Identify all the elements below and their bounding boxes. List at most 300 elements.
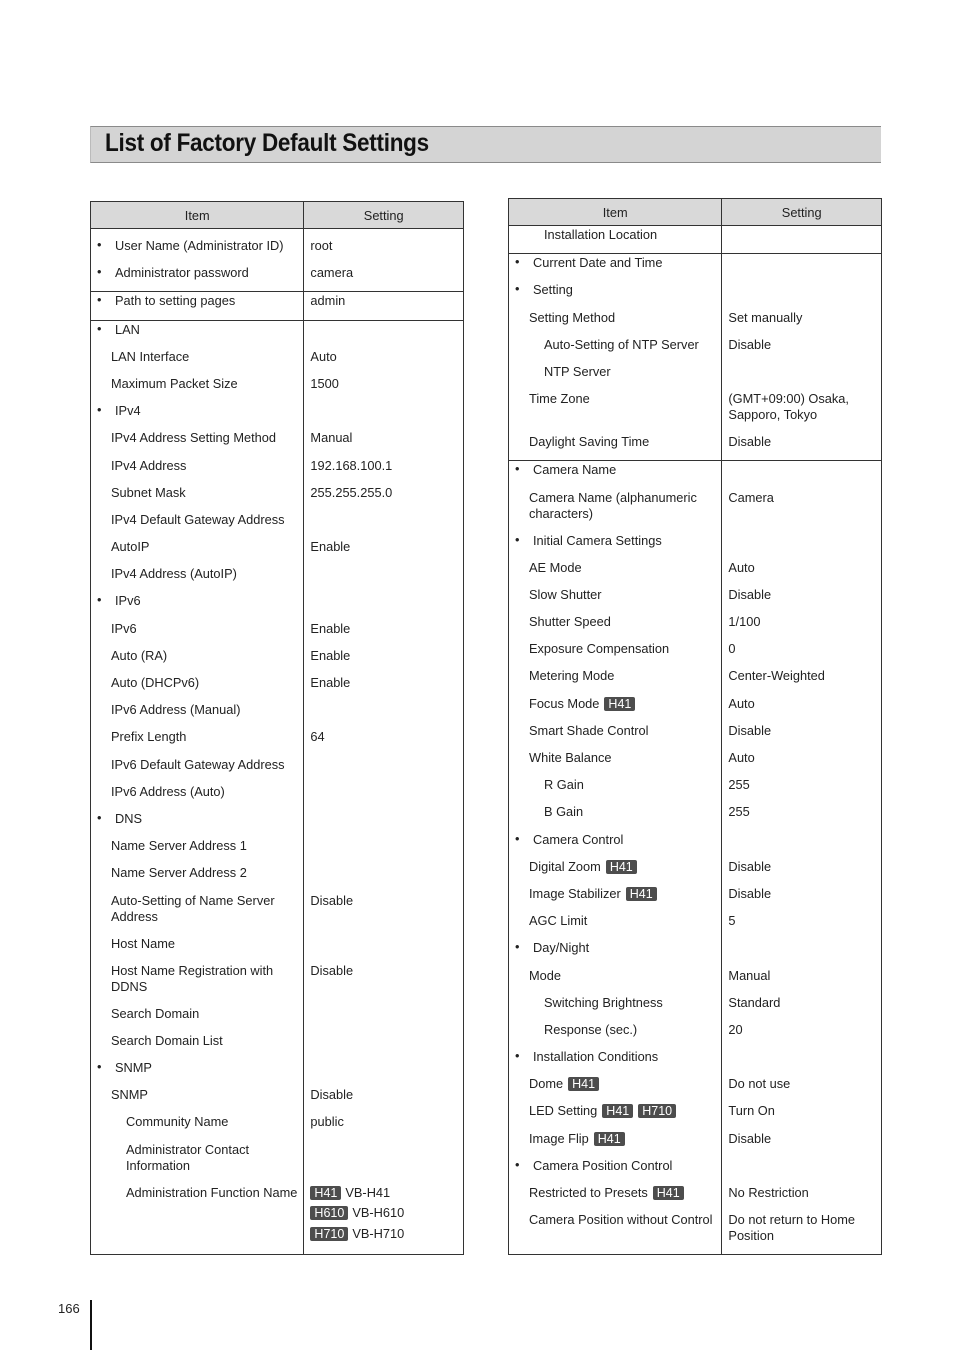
table-row: [91, 457, 464, 484]
setting-text-wrap: [722, 831, 881, 832]
item-cell: [91, 457, 304, 484]
item-label: IPv4 Address: [111, 457, 187, 473]
table-row: [509, 1130, 882, 1157]
page-number: 166: [58, 1301, 80, 1316]
item-label: DNS: [115, 810, 143, 826]
item-text-wrap: [91, 674, 303, 691]
item-label: R Gain: [544, 777, 584, 793]
setting-cell: [722, 1102, 882, 1129]
item-text-wrap: [91, 701, 303, 718]
table-row: [91, 1059, 464, 1086]
setting-cell: [304, 375, 464, 402]
item-cell: [91, 1184, 304, 1255]
item-cell: [91, 1086, 304, 1113]
bullet-icon: •: [515, 830, 520, 846]
item-cell: [509, 722, 722, 749]
item-text-wrap: [91, 962, 303, 995]
item-text-wrap: [91, 321, 303, 338]
item-text-wrap: [91, 1113, 303, 1130]
item-label: Switching Brightness: [544, 994, 663, 1010]
setting-text-wrap: [722, 967, 881, 984]
table-row: [509, 613, 882, 640]
table-row: [91, 429, 464, 456]
item-label: LED Setting: [529, 1103, 598, 1119]
item-text-wrap: [509, 749, 721, 766]
item-cell: [91, 756, 304, 783]
setting-text-wrap: [304, 511, 463, 512]
item-text-wrap: [509, 489, 721, 522]
setting-cell: [722, 559, 882, 586]
setting-cell: [304, 348, 464, 375]
item-text-wrap: [91, 1141, 303, 1174]
setting-text-wrap: [722, 776, 881, 793]
setting-value: Disable: [310, 892, 354, 908]
bullet-icon: •: [515, 1048, 520, 1064]
item-cell: [509, 281, 722, 308]
item-label: Maximum Packet Size: [111, 375, 238, 391]
item-text-wrap: [509, 939, 721, 956]
item-cell: [91, 892, 304, 935]
page-title: List of Factory Default Settings: [105, 129, 429, 157]
setting-cell: [722, 776, 882, 803]
table-row: [91, 538, 464, 565]
item-text-wrap: [509, 1130, 721, 1147]
item-label: IPv6 Default Gateway Address: [111, 756, 285, 772]
item-text-wrap: [91, 1032, 303, 1049]
setting-cell: [304, 837, 464, 864]
item-cell: [509, 363, 722, 390]
item-text-wrap: [509, 226, 721, 243]
table-row: [509, 532, 882, 559]
setting-text-wrap: [722, 1184, 881, 1201]
item-label: B Gain: [544, 804, 584, 820]
setting-text-wrap: [304, 348, 463, 365]
table-row: [91, 348, 464, 375]
item-text-wrap: [91, 935, 303, 952]
setting-text-wrap: [304, 783, 463, 784]
item-cell: [509, 559, 722, 586]
item-cell: [91, 647, 304, 674]
item-text-wrap: [91, 484, 303, 501]
item-cell: [91, 1141, 304, 1184]
setting-cell: [304, 484, 464, 511]
item-label: AE Mode: [529, 559, 582, 575]
setting-cell: [722, 695, 882, 722]
setting-text-wrap: [722, 1102, 881, 1119]
setting-value: root: [310, 238, 333, 253]
setting-text-wrap: [304, 701, 463, 702]
item-text-wrap: [509, 559, 721, 576]
setting-cell: [304, 1059, 464, 1086]
item-cell: [509, 1075, 722, 1102]
item-label: Camera Name (alphanumeric characters): [529, 489, 697, 521]
table-row: [509, 1075, 882, 1102]
setting-value: Auto: [728, 750, 755, 765]
setting-cell: [722, 226, 882, 254]
setting-value: Camera: [728, 489, 774, 505]
table-row: [509, 667, 882, 694]
item-label: Camera Position without Control: [529, 1212, 713, 1228]
item-text-wrap: [91, 264, 303, 281]
bullet-icon: •: [515, 531, 520, 547]
setting-text-wrap: [722, 749, 881, 766]
setting-cell: [722, 461, 882, 489]
table-row: [91, 292, 464, 320]
setting-value: Disable: [728, 722, 772, 738]
item-text-wrap: [509, 532, 721, 549]
setting-text-wrap: [304, 429, 463, 446]
table-row: [91, 1005, 464, 1032]
item-label: NTP Server: [544, 363, 611, 379]
item-cell: [509, 667, 722, 694]
setting-value: Center-Weighted: [728, 668, 825, 684]
item-text-wrap: [91, 756, 303, 773]
item-cell: [509, 586, 722, 613]
item-cell: [91, 402, 304, 429]
item-label: Prefix Length: [111, 729, 187, 745]
item-text-wrap: [509, 776, 721, 793]
setting-text-wrap: [304, 962, 463, 979]
item-text-wrap: [91, 810, 303, 827]
item-cell: [509, 433, 722, 461]
table-row: [509, 336, 882, 363]
setting-text-wrap: [304, 321, 463, 322]
table-row: [509, 363, 882, 390]
item-text-wrap: [91, 1086, 303, 1103]
setting-cell: [722, 1211, 882, 1255]
table-row: [509, 967, 882, 994]
item-text-wrap: [91, 783, 303, 800]
setting-value: Auto: [728, 695, 755, 711]
table-row: [509, 994, 882, 1021]
setting-value: 192.168.100.1: [310, 457, 393, 473]
table-row: [509, 776, 882, 803]
setting-value: 255: [728, 804, 750, 820]
column-header-item: Item: [509, 199, 722, 226]
item-label: IPv4: [115, 403, 141, 419]
model-badge: H710: [638, 1104, 676, 1118]
table-row: [91, 1086, 464, 1113]
item-text-wrap: [91, 1005, 303, 1022]
setting-text-wrap: [722, 532, 881, 533]
item-label: Restricted to Presets: [529, 1185, 648, 1200]
setting-value: Disable: [728, 885, 772, 901]
item-text-wrap: [91, 348, 303, 365]
setting-text-wrap: [722, 254, 881, 255]
setting-cell: [304, 810, 464, 837]
item-label: Daylight Saving Time: [529, 434, 650, 450]
item-text-wrap: [91, 728, 303, 745]
setting-cell: [304, 701, 464, 728]
table-row: [91, 892, 464, 935]
setting-cell: [722, 803, 882, 830]
table-row: [509, 831, 882, 858]
item-label: Installation Location: [544, 227, 658, 242]
setting-text-wrap: [722, 586, 881, 603]
item-cell: [509, 613, 722, 640]
setting-text-wrap: [304, 1005, 463, 1006]
item-label: Auto (DHCPv6): [111, 675, 200, 690]
model-setting-line: [310, 1226, 463, 1247]
setting-text-wrap: [722, 722, 881, 739]
table-row: [91, 1113, 464, 1140]
setting-cell: [722, 309, 882, 336]
item-text-wrap: [509, 912, 721, 929]
setting-text-wrap: [722, 912, 881, 929]
item-cell: [509, 254, 722, 282]
item-label: Slow Shutter: [529, 586, 602, 602]
setting-value: VB-H41: [345, 1184, 391, 1200]
setting-text-wrap: [304, 264, 463, 281]
setting-text-wrap: [722, 390, 881, 423]
setting-text-wrap: [304, 402, 463, 403]
item-cell: [91, 1059, 304, 1086]
item-text-wrap: [509, 1102, 721, 1119]
item-cell: [509, 1021, 722, 1048]
bullet-icon: •: [97, 402, 102, 418]
setting-cell: [722, 967, 882, 994]
item-cell: [91, 962, 304, 1005]
item-label: Host Name: [111, 935, 176, 951]
item-label: Setting Method: [529, 309, 616, 325]
table-row: [509, 489, 882, 532]
setting-cell: [304, 229, 464, 265]
setting-text-wrap: [722, 1130, 881, 1147]
column-header-setting: Setting: [722, 199, 882, 226]
setting-text-wrap: [722, 939, 881, 940]
item-cell: [509, 885, 722, 912]
item-label: Administration Function Name: [126, 1184, 298, 1200]
item-text-wrap: [91, 837, 303, 854]
setting-cell: [722, 532, 882, 559]
table-row: [509, 1021, 882, 1048]
item-cell: [91, 935, 304, 962]
setting-value: Disable: [728, 858, 772, 874]
item-text-wrap: [509, 885, 721, 902]
item-text-wrap: [91, 1059, 303, 1076]
setting-text-wrap: [722, 433, 881, 450]
table-row: [91, 1141, 464, 1184]
table-row: [91, 1032, 464, 1059]
item-label: Path to setting pages: [115, 293, 236, 309]
setting-cell: [304, 592, 464, 619]
item-label: SNMP: [115, 1060, 152, 1076]
setting-cell: [722, 858, 882, 885]
setting-value: (GMT+09:00) Osaka, Sapporo, Tokyo: [728, 391, 849, 423]
item-cell: [91, 565, 304, 592]
setting-cell: [722, 1021, 882, 1048]
item-cell: [509, 803, 722, 830]
setting-value: 255: [728, 777, 750, 793]
bullet-icon: •: [97, 237, 102, 252]
table-row: [91, 1184, 464, 1255]
item-cell: [509, 390, 722, 433]
setting-value: Manual: [728, 967, 771, 983]
item-label: Name Server Address 2: [111, 865, 247, 881]
model-badge: H41: [602, 1104, 633, 1118]
table-row: [91, 511, 464, 538]
item-cell: [91, 511, 304, 538]
model-badge: H41: [653, 1186, 684, 1200]
setting-text-wrap: [722, 994, 881, 1011]
table-row: [91, 647, 464, 674]
setting-text-wrap: [722, 281, 881, 282]
table-row: [91, 810, 464, 837]
table-row: [509, 254, 882, 282]
column-header-setting: Setting: [304, 202, 464, 229]
table-row: [91, 864, 464, 891]
setting-text-wrap: [722, 1075, 881, 1092]
bullet-icon: •: [97, 320, 102, 336]
item-cell: [91, 810, 304, 837]
item-label: Host Name Registration with DDNS: [111, 962, 274, 994]
item-label: Installation Conditions: [533, 1049, 659, 1065]
table-row: [509, 858, 882, 885]
item-text-wrap: [91, 620, 303, 637]
table-row: [91, 674, 464, 701]
item-text-wrap: [509, 390, 721, 407]
setting-cell: [304, 1005, 464, 1032]
setting-cell: [304, 892, 464, 935]
item-label: Community Name: [126, 1114, 229, 1130]
item-cell: [91, 620, 304, 647]
model-badge: H41: [604, 697, 635, 711]
item-cell: [509, 695, 722, 722]
bullet-icon: •: [97, 809, 102, 825]
setting-value: Disable: [310, 962, 354, 978]
setting-text-wrap: [722, 1157, 881, 1158]
setting-value: camera: [310, 265, 354, 281]
item-cell: [91, 429, 304, 456]
item-cell: [509, 858, 722, 885]
bullet-icon: •: [97, 264, 102, 280]
item-label: Time Zone: [529, 391, 590, 407]
item-label: LAN Interface: [111, 348, 190, 364]
model-setting-line: [310, 1185, 463, 1206]
table-row: [509, 722, 882, 749]
setting-text-wrap: [304, 484, 463, 501]
table-row: [509, 281, 882, 308]
item-text-wrap: [509, 1211, 721, 1228]
setting-text-wrap: [722, 885, 881, 902]
item-cell: [91, 674, 304, 701]
setting-value: 1/100: [728, 614, 761, 630]
item-text-wrap: [91, 592, 303, 609]
setting-cell: [304, 1113, 464, 1140]
item-label: Auto (RA): [111, 647, 168, 663]
table-row: [91, 728, 464, 755]
setting-value: Auto: [728, 559, 755, 575]
setting-cell: [304, 783, 464, 810]
item-cell: [509, 939, 722, 966]
setting-cell: [304, 962, 464, 1005]
setting-value: 255.255.255.0: [310, 484, 393, 500]
item-text-wrap: [91, 375, 303, 392]
item-label: Focus Mode: [529, 695, 600, 711]
item-label: White Balance: [529, 750, 612, 765]
item-text-wrap: [509, 1048, 721, 1065]
item-text-wrap: [509, 281, 721, 298]
item-text-wrap: [509, 309, 721, 326]
setting-text-wrap: [304, 935, 463, 936]
setting-value: 1500: [310, 375, 339, 391]
setting-cell: [722, 586, 882, 613]
setting-value: 0: [728, 641, 736, 657]
item-label: Image Stabilizer: [529, 885, 621, 901]
table-row: [509, 461, 882, 489]
model-badge: H41: [594, 1132, 625, 1146]
bullet-icon: •: [97, 292, 102, 308]
setting-text-wrap: [722, 640, 881, 657]
setting-text-wrap: [304, 810, 463, 811]
item-label: IPv4 Address (AutoIP): [111, 566, 237, 582]
setting-text-wrap: [722, 489, 881, 506]
table-row: [509, 226, 882, 254]
setting-text-wrap: [304, 647, 463, 664]
item-text-wrap: [509, 336, 721, 353]
setting-text-wrap: [722, 336, 881, 353]
item-cell: [91, 1113, 304, 1140]
table-row: [509, 803, 882, 830]
table-row: [91, 320, 464, 348]
item-text-wrap: [509, 461, 721, 478]
item-label: Administrator password: [115, 265, 249, 281]
setting-value: Enable: [310, 675, 351, 690]
item-label: Dome: [529, 1076, 564, 1092]
item-cell: [509, 1211, 722, 1255]
item-label: Initial Camera Settings: [533, 532, 662, 548]
item-label: Current Date and Time: [533, 255, 663, 271]
table-row: [509, 586, 882, 613]
right-settings-table: [508, 198, 882, 1255]
item-cell: [91, 538, 304, 565]
item-label: Subnet Mask: [111, 484, 186, 500]
setting-value: Disable: [728, 434, 772, 450]
setting-cell: [722, 749, 882, 776]
setting-value: Turn On: [728, 1103, 775, 1119]
item-cell: [91, 864, 304, 891]
table-row: [509, 559, 882, 586]
setting-text-wrap: [304, 837, 463, 838]
item-text-wrap: [509, 433, 721, 450]
item-label: User Name (Administrator ID): [115, 238, 284, 253]
item-cell: [91, 292, 304, 320]
bullet-icon: •: [97, 592, 102, 608]
setting-cell: [304, 864, 464, 891]
item-label: Metering Mode: [529, 668, 615, 684]
item-cell: [509, 226, 722, 254]
setting-text-wrap: [304, 1032, 463, 1033]
item-text-wrap: [91, 237, 303, 254]
setting-cell: [304, 620, 464, 647]
item-cell: [91, 701, 304, 728]
item-cell: [91, 592, 304, 619]
setting-cell: [304, 1086, 464, 1113]
item-label: LAN: [115, 321, 140, 337]
setting-cell: [722, 939, 882, 966]
table-row: [91, 935, 464, 962]
setting-cell: [722, 390, 882, 433]
model-badge: H41: [568, 1077, 599, 1091]
table-row: [509, 749, 882, 776]
item-cell: [509, 1102, 722, 1129]
setting-cell: [304, 647, 464, 674]
setting-cell: [722, 433, 882, 461]
bullet-icon: •: [515, 939, 520, 955]
setting-cell: [722, 912, 882, 939]
item-label: Camera Control: [533, 831, 624, 847]
setting-value: Auto: [310, 348, 337, 364]
